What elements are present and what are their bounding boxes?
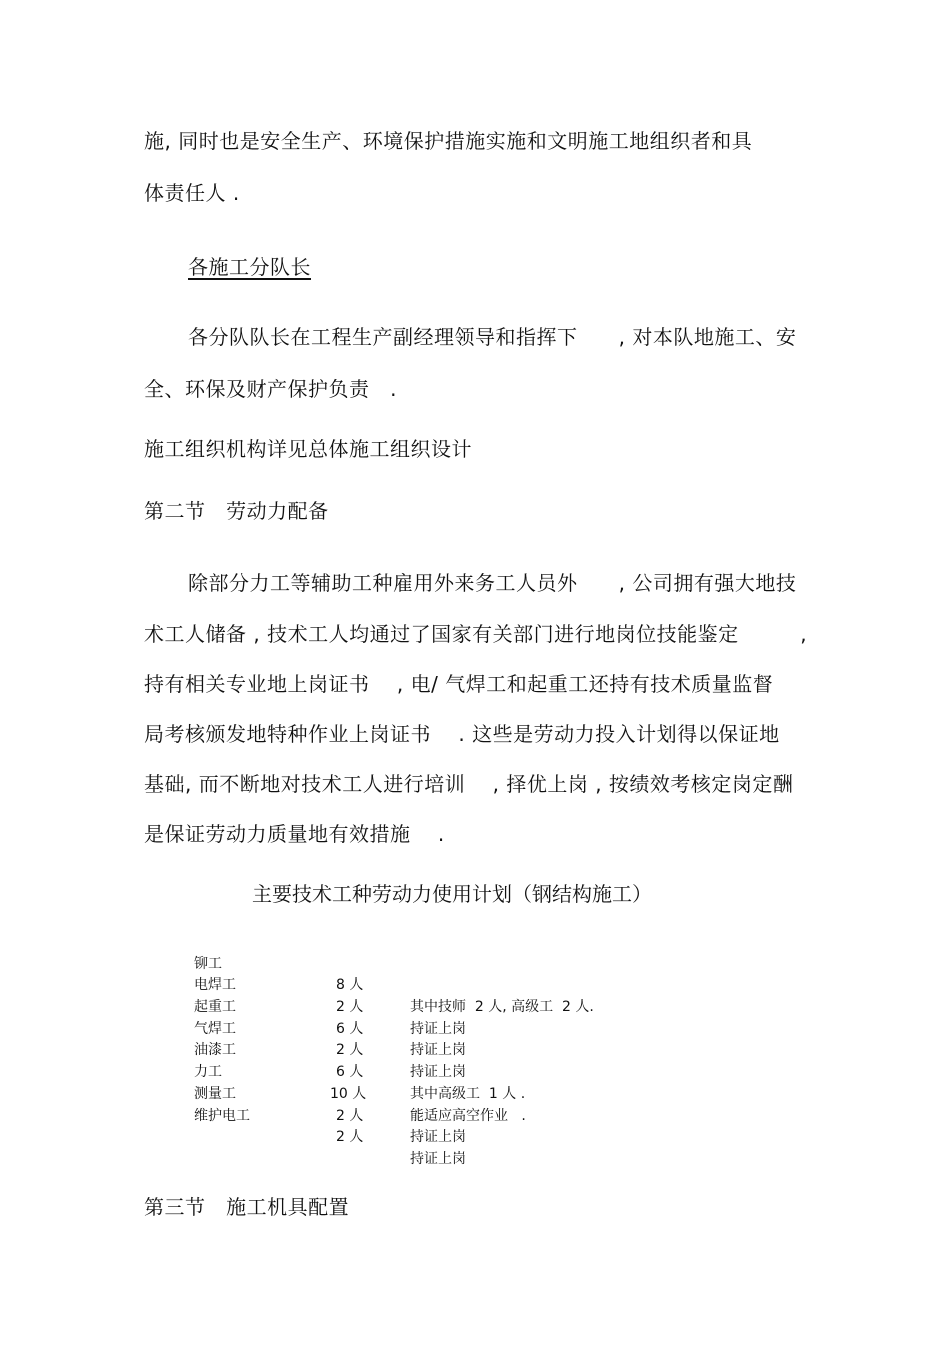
worker-count: 6 人	[336, 1064, 364, 1081]
worker-count: 10 人	[330, 1085, 367, 1102]
paragraph-line: 持有相关专业地上岗证书 , 电/ 气焊工和起重工还持有技术质量监督	[144, 672, 774, 696]
paragraph-line: 术工人储备 , 技术工人均通过了国家有关部门进行地岗位技能鉴定 ,	[144, 622, 808, 646]
paragraph-line: 各分队队长在工程生产副经理领导和指挥下 , 对本队地施工、安	[188, 325, 797, 349]
worker-count: 8 人	[336, 977, 364, 994]
division-leader-heading: 各施工分队长	[188, 255, 311, 279]
trade-name: 维护电工	[194, 1107, 250, 1124]
trade-name: 力工	[194, 1064, 222, 1081]
trade-note: 持证上岗	[410, 1150, 466, 1167]
trade-name: 电焊工	[194, 977, 236, 994]
worker-count: 2 人	[336, 1107, 364, 1124]
trade-name: 铆工	[194, 955, 222, 972]
labor-table	[194, 932, 594, 1167]
paragraph-line: 除部分力工等辅助工种雇用外来务工人员外 , 公司拥有强大地技	[188, 571, 797, 595]
section-heading-labor: 第二节 劳动力配备	[144, 499, 329, 523]
paragraph-line: 全、环保及财产保护负责 .	[144, 377, 397, 401]
paragraph-line: 施工组织机构详见总体施工组织设计	[144, 437, 472, 461]
trade-name: 起重工	[194, 999, 236, 1016]
trade-note: 持证上岗	[410, 1064, 466, 1081]
trade-name: 测量工	[194, 1085, 236, 1102]
trade-note: 其中技师 2 人, 高级工 2 人.	[410, 999, 594, 1016]
trade-note: 其中高级工 1 人 .	[410, 1085, 526, 1102]
section-heading-equipment: 第三节 施工机具配置	[144, 1195, 350, 1219]
trade-note: 能适应高空作业 .	[410, 1107, 526, 1124]
trade-note: 持证上岗	[410, 1042, 466, 1059]
trade-name: 气焊工	[194, 1020, 236, 1037]
paragraph-line: 体责任人 .	[144, 181, 240, 205]
paragraph-line: 是保证劳动力质量地有效措施 .	[144, 822, 445, 846]
paragraph-line: 施, 同时也是安全生产、环境保护措施实施和文明施工地组织者和具	[144, 129, 753, 153]
labor-table-title: 主要技术工种劳动力使用计划（钢结构施工）	[252, 882, 652, 906]
trade-note: 持证上岗	[410, 1129, 466, 1146]
paragraph-line: 局考核颁发地特种作业上岗证书 . 这些是劳动力投入计划得以保证地	[144, 722, 780, 746]
worker-count: 2 人	[336, 1042, 364, 1059]
trade-name: 油漆工	[194, 1042, 236, 1059]
worker-count: 6 人	[336, 1020, 364, 1037]
trade-note: 持证上岗	[410, 1020, 466, 1037]
worker-count: 2 人	[336, 999, 364, 1016]
worker-count: 2 人	[336, 1129, 364, 1146]
paragraph-line: 基础, 而不断地对技术工人进行培训 , 择优上岗 , 按绩效考核定岗定酬	[144, 772, 794, 796]
